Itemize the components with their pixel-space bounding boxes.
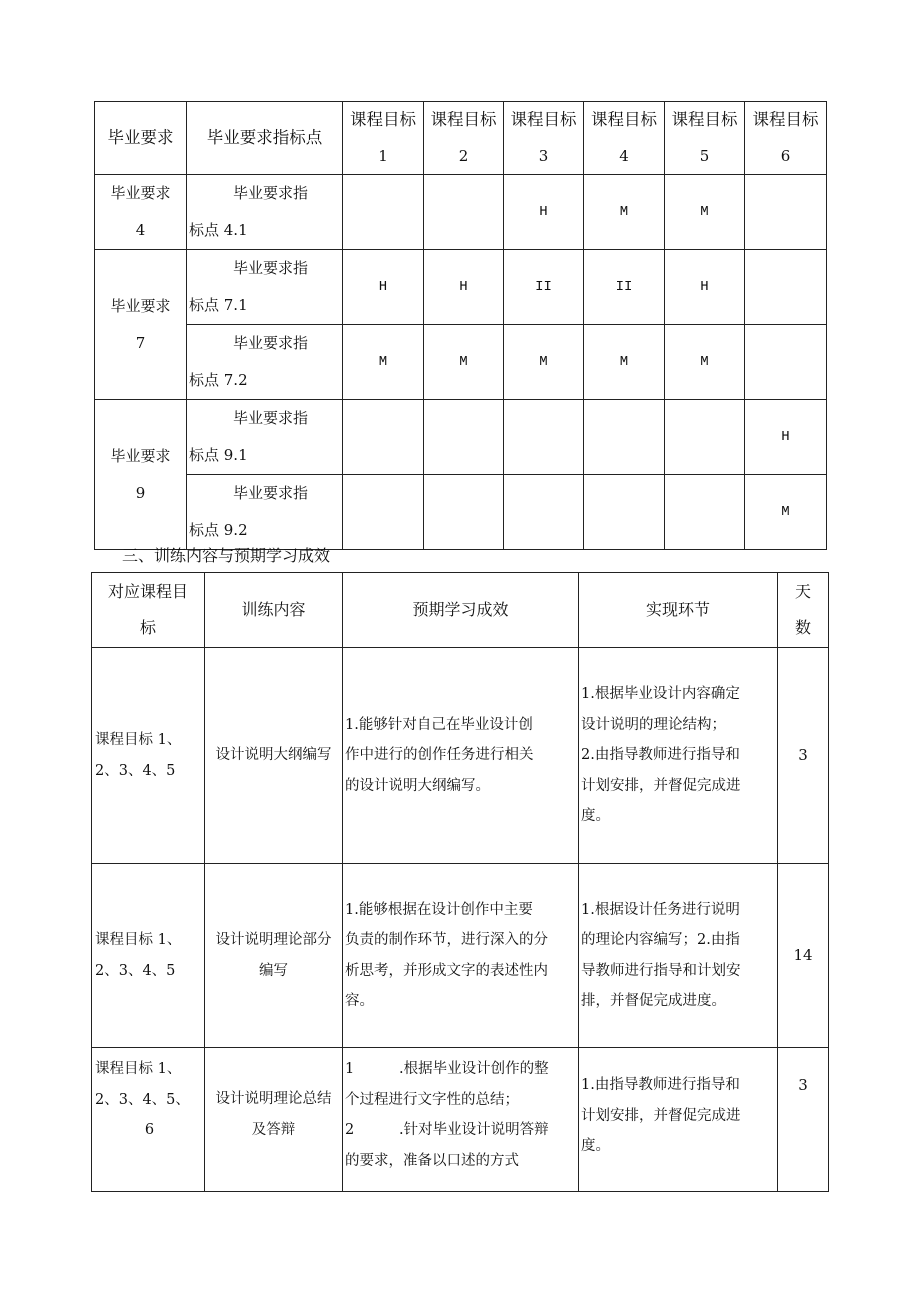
outcome-line: 容。 [345,993,374,1009]
goal-label: 课程目标 [510,110,577,129]
level-cell [343,400,424,475]
level-cell [424,475,504,550]
section-title: 三、训练内容与预期学习成效 [122,546,331,565]
requirement-cell [95,400,187,550]
content-line: 设计说明理论部分 [215,932,332,948]
indicator-cell [187,400,343,475]
indicator-line: 标点 9.2 [189,521,248,539]
level-cell [665,400,745,475]
outcome-item-number: 1 [345,1061,355,1077]
requirement-label: 毕业要求 [110,446,171,465]
goal-number: 1 [378,147,388,165]
outcome-item [345,1115,576,1146]
training-content-cell [205,1048,343,1192]
header-goal-2 [424,102,504,175]
goal-line: 课程目标 1、 [95,732,182,748]
indicator-line: 毕业要求指 [233,334,309,352]
goal-label: 课程目标 [752,110,819,129]
outcome-line: 1.能够根据在设计创作中主要 [345,901,533,918]
level-cell: H [504,175,584,250]
level-cell: M [745,475,827,550]
level-cell: H [343,250,424,325]
table-row [92,864,829,1048]
link-line: 的理论内容编写；2.由指 [581,932,740,948]
level-cell [584,475,665,550]
course-goal-cell [92,864,205,1048]
outcome-item [345,1054,576,1085]
table-row [95,325,827,400]
table-row [92,1048,829,1192]
indicator-cell [187,175,343,250]
indicator-line: 毕业要求指 [233,409,309,427]
outcome-item-number: 2 [345,1122,355,1138]
days-cell: 3 [778,648,829,864]
implementation-cell [579,648,778,864]
goal-number: 2 [458,147,469,165]
header-training-content: 训练内容 [205,573,343,648]
expected-outcome-cell [343,648,579,864]
outcome-line: 作中进行的创作任务进行相关 [345,747,534,764]
training-content-table [91,572,829,1192]
content-line: 设计说明理论总结 [215,1091,332,1107]
requirement-number: 7 [135,333,146,352]
goal-line: 课程目标 1、 [95,932,182,948]
days-cell: 14 [778,864,829,1048]
header-implementation: 实现环节 [579,573,778,648]
goal-label: 课程目标 [671,110,738,129]
outcome-line: 的设计说明大纲编写。 [345,777,490,794]
content-line: 编写 [259,962,288,979]
level-cell: M [584,325,665,400]
header-line: 标 [139,618,156,637]
requirement-matrix-table [94,101,827,550]
level-cell: M [343,325,424,400]
level-cell [343,175,424,250]
level-cell [584,400,665,475]
header-expected-outcome: 预期学习成效 [343,573,579,648]
header-goal-6 [745,102,827,175]
level-cell [424,175,504,250]
link-line: 排，并督促完成进度。 [581,993,726,1009]
expected-outcome-cell [343,1048,579,1192]
table-row [95,175,827,250]
level-cell [665,475,745,550]
level-cell: H [424,250,504,325]
implementation-cell [579,864,778,1048]
goal-line: 2、3、4、5 [95,962,176,979]
indicator-cell [187,475,343,550]
level-cell: II [504,250,584,325]
link-line: 计划安排，并督促完成进 [581,1107,741,1124]
level-cell: M [665,175,745,250]
header-requirement: 毕业要求 [95,102,187,175]
header-days [778,573,829,648]
header-line: 对应课程目 [107,582,188,601]
expected-outcome-cell [343,864,579,1048]
training-content-cell [205,648,343,864]
goal-number: 4 [619,147,629,165]
content-line: 设计说明大纲编写 [215,747,332,764]
link-line: 度。 [581,808,610,825]
requirement-label: 毕业要求 [110,184,171,202]
indicator-line: 毕业要求指 [233,259,309,277]
goal-number: 3 [538,147,549,165]
goal-label: 课程目标 [350,110,416,129]
link-line: 设计说明的理论结构； [581,716,726,733]
requirement-label: 毕业要求 [110,296,171,315]
level-cell: M [584,175,665,250]
requirement-number: 4 [135,221,146,239]
goal-line: 2、3、4、5、 [95,1091,190,1108]
outcome-line: 负责的制作环节，进行深入的分 [345,932,548,948]
table-row [92,648,829,864]
level-cell [424,400,504,475]
header-goal-1 [343,102,424,175]
level-cell: H [745,400,827,475]
table-header-row [92,573,829,648]
level-cell: M [504,325,584,400]
level-cell: M [665,325,745,400]
implementation-cell [579,1048,778,1192]
outcome-line: 的要求，准备以口述的方式 [345,1152,519,1169]
header-line: 数 [794,618,811,637]
goal-number: 6 [780,147,791,165]
requirement-cell [95,175,187,250]
level-cell [745,325,827,400]
indicator-line: 标点 4.1 [189,221,248,239]
level-cell [504,400,584,475]
course-goal-cell [92,1048,205,1192]
link-line: 导教师进行指导和计划安 [581,962,741,979]
header-indicator: 毕业要求指标点 [187,102,343,175]
training-content-cell [205,864,343,1048]
goal-number: 5 [699,147,710,165]
goal-line: 6 [144,1122,155,1138]
goal-label: 课程目标 [430,110,497,129]
course-goal-cell [92,648,205,864]
header-goal-5 [665,102,745,175]
table-row [95,475,827,550]
link-line: 1.根据毕业设计内容确定 [581,686,740,703]
requirement-cell [95,250,187,400]
level-cell [504,475,584,550]
link-line: 2.由指导教师进行指导和 [581,747,740,764]
level-cell [745,250,827,325]
outcome-line: .根据毕业设计创作的整 [399,1061,549,1077]
outcome-line: 1.能够针对自己在毕业设计创 [345,716,533,733]
link-line: 1.根据设计任务进行说明 [581,901,740,918]
goal-line: 课程目标 1、 [95,1061,182,1077]
link-line: 1.由指导教师进行指导和 [581,1077,740,1093]
level-cell: H [665,250,745,325]
header-line: 天 [794,582,811,601]
days-cell: 3 [778,1048,829,1192]
level-cell [343,475,424,550]
table-row [95,400,827,475]
level-cell: II [584,250,665,325]
content-line: 及答辩 [251,1121,296,1138]
header-goal-4 [584,102,665,175]
outcome-line: .针对毕业设计说明答辩 [399,1122,549,1138]
link-line: 计划安排，并督促完成进 [581,777,741,794]
indicator-line: 标点 7.1 [189,296,248,314]
indicator-line: 毕业要求指 [233,184,309,202]
header-course-goal [92,573,205,648]
indicator-cell [187,325,343,400]
indicator-cell [187,250,343,325]
outcome-line: 析思考，并形成文字的表述性内 [345,962,548,979]
requirement-number: 9 [135,483,146,502]
indicator-line: 标点 9.1 [189,446,248,464]
indicator-line: 标点 7.2 [189,371,248,389]
table-row [95,250,827,325]
goal-line: 2、3、4、5 [95,762,176,779]
indicator-line: 毕业要求指 [233,484,309,502]
level-cell: M [424,325,504,400]
link-line: 度。 [581,1138,610,1154]
goal-label: 课程目标 [591,110,657,129]
level-cell [745,175,827,250]
outcome-line: 个过程进行文字性的总结； [345,1091,519,1108]
table-header-row [95,102,827,175]
header-goal-3 [504,102,584,175]
